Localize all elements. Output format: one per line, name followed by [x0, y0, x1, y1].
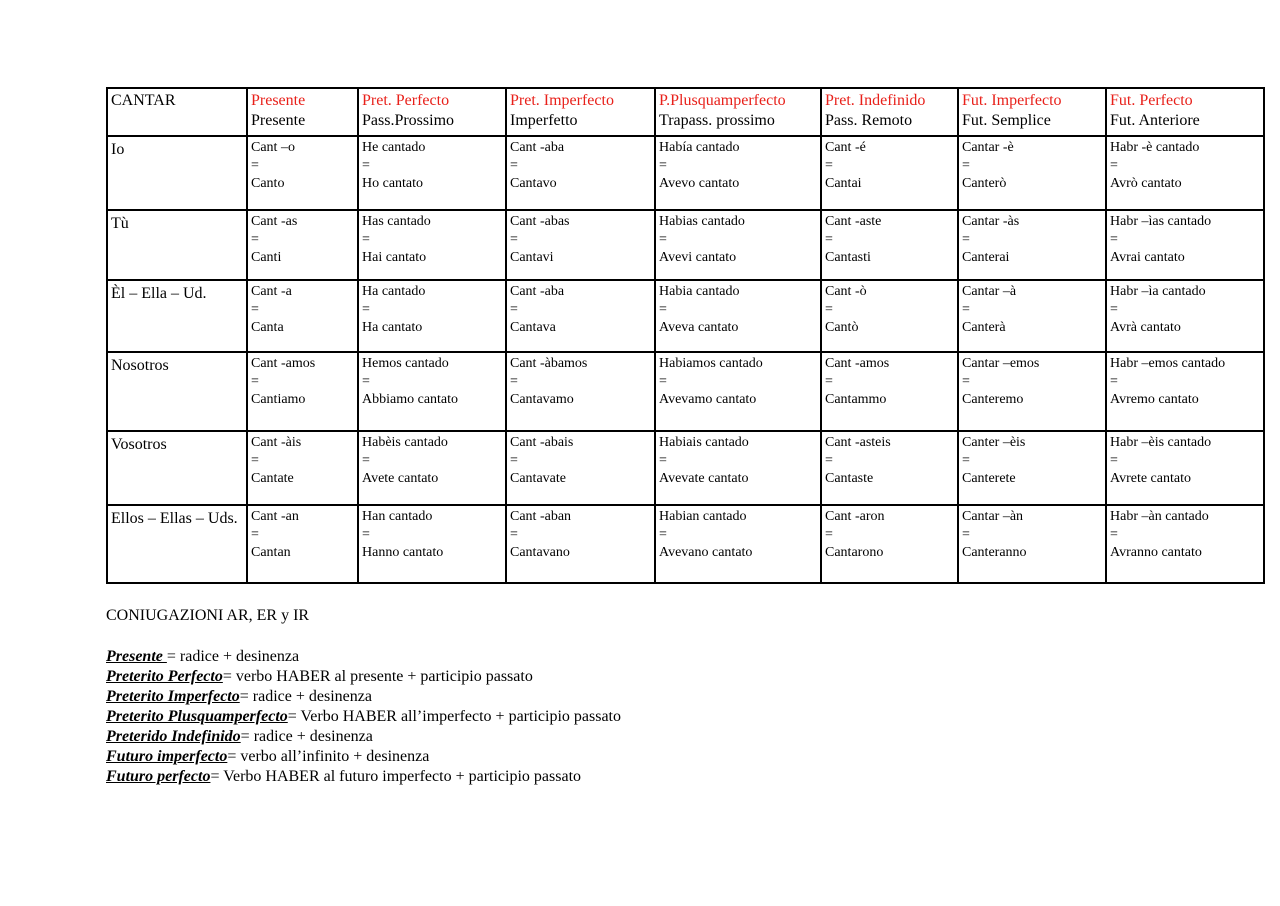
- spanish-form: Habr -è cantado: [1110, 140, 1200, 155]
- column-header-italian: Fut. Anteriore: [1110, 112, 1200, 129]
- spanish-form: Cantar –emos: [962, 356, 1040, 371]
- conjugation-cell: [1106, 210, 1264, 280]
- conjugation-cell: [958, 352, 1106, 431]
- spanish-form: Cant -aba: [510, 284, 565, 299]
- column-header: [655, 88, 821, 136]
- italian-form: Cantavi: [510, 250, 554, 265]
- conjugation-cell: [655, 352, 821, 431]
- spanish-form: Habiais cantado: [659, 435, 749, 450]
- equals-sign: =: [1110, 232, 1118, 247]
- conjugation-cell: [247, 431, 358, 505]
- italian-form: Ha cantato: [362, 320, 423, 335]
- column-header-spanish: Pret. Perfecto: [362, 92, 450, 109]
- tense-rule: = radice + desinenza: [239, 688, 372, 705]
- conjugation-cell: [358, 431, 506, 505]
- equals-sign: =: [251, 302, 259, 317]
- italian-form: Avrò cantato: [1110, 176, 1182, 191]
- equals-sign: =: [251, 232, 259, 247]
- pronoun-cell: Io: [107, 136, 247, 210]
- equals-sign: =: [251, 527, 259, 542]
- conjugation-cell: [506, 505, 655, 583]
- equals-sign: =: [659, 374, 667, 389]
- conjugation-table: [106, 87, 1265, 584]
- equals-sign: =: [659, 302, 667, 317]
- equals-sign: =: [659, 232, 667, 247]
- italian-form: Avrete cantato: [1110, 471, 1191, 486]
- spanish-form: Habia cantado: [659, 284, 740, 299]
- conjugation-cell: [958, 431, 1106, 505]
- rule-line: [106, 647, 621, 667]
- italian-form: Avranno cantato: [1110, 545, 1202, 560]
- conjugation-cell: [655, 210, 821, 280]
- spanish-form: Habr –emos cantado: [1110, 356, 1226, 371]
- pronoun-cell: Èl – Ella – Ud.: [107, 280, 247, 352]
- equals-sign: =: [825, 374, 833, 389]
- equals-sign: =: [362, 232, 370, 247]
- italian-form: Canterai: [962, 250, 1010, 265]
- tense-term: Preterito Plusquamperfecto: [106, 708, 288, 725]
- column-header: [247, 88, 358, 136]
- column-header: [358, 88, 506, 136]
- tense-rule: = radice + desinenza: [240, 728, 373, 745]
- italian-form: Avevate cantato: [659, 471, 749, 486]
- spanish-form: Habèis cantado: [362, 435, 448, 450]
- equals-sign: =: [962, 453, 970, 468]
- equals-sign: =: [510, 453, 518, 468]
- equals-sign: =: [825, 302, 833, 317]
- pronoun-cell: Tù: [107, 210, 247, 280]
- spanish-form: Cant -abais: [510, 435, 574, 450]
- spanish-form: Hemos cantado: [362, 356, 449, 371]
- table-row: [107, 136, 1264, 210]
- column-header: [821, 88, 958, 136]
- italian-form: Cantasti: [825, 250, 871, 265]
- conjugation-cell: [655, 280, 821, 352]
- spanish-form: Habr –ìas cantado: [1110, 214, 1212, 229]
- tense-term: Preterido Indefinido: [106, 728, 241, 745]
- italian-form: Canta: [251, 320, 284, 335]
- table-row: [107, 352, 1264, 431]
- column-header-spanish: Fut. Imperfecto: [962, 92, 1062, 109]
- conjugation-cell: [1106, 505, 1264, 583]
- italian-form: Cantava: [510, 320, 556, 335]
- italian-form: Canterò: [962, 176, 1007, 191]
- table-row: [107, 280, 1264, 352]
- spanish-form: Cant -asteis: [825, 435, 891, 450]
- italian-form: Canteranno: [962, 545, 1027, 560]
- equals-sign: =: [825, 232, 833, 247]
- spanish-form: Habian cantado: [659, 509, 747, 524]
- pronoun-cell: Nosotros: [107, 352, 247, 431]
- spanish-form: Cant -aban: [510, 509, 572, 524]
- conjugation-cell: [655, 136, 821, 210]
- italian-form: Avevi cantato: [659, 250, 737, 265]
- equals-sign: =: [659, 158, 667, 173]
- italian-form: Avrà cantato: [1110, 320, 1181, 335]
- tense-term: Futuro perfecto: [106, 768, 211, 785]
- tense-term: Futuro imperfecto: [106, 748, 228, 765]
- conjugation-cell: [358, 210, 506, 280]
- conjugation-cell: [247, 505, 358, 583]
- equals-sign: =: [962, 527, 970, 542]
- conjugation-cell: [1106, 431, 1264, 505]
- italian-form: Avremo cantato: [1110, 392, 1199, 407]
- spanish-form: Habr –èis cantado: [1110, 435, 1212, 450]
- column-header: [958, 88, 1106, 136]
- italian-form: Canto: [251, 176, 285, 191]
- rule-line: [106, 747, 621, 767]
- conjugation-cell: [1106, 352, 1264, 431]
- equals-sign: =: [362, 158, 370, 173]
- table-row: [107, 431, 1264, 505]
- equals-sign: =: [251, 453, 259, 468]
- rule-line: [106, 687, 621, 707]
- spanish-form: Cantar -às: [962, 214, 1020, 229]
- rule-line: [106, 767, 621, 787]
- equals-sign: =: [962, 232, 970, 247]
- equals-sign: =: [362, 302, 370, 317]
- italian-form: Hanno cantato: [362, 545, 444, 560]
- spanish-form: Han cantado: [362, 509, 433, 524]
- italian-form: Cantavo: [510, 176, 557, 191]
- spanish-form: Cant -abas: [510, 214, 570, 229]
- equals-sign: =: [1110, 302, 1118, 317]
- column-header-spanish: Fut. Perfecto: [1110, 92, 1193, 109]
- italian-form: Cantiamo: [251, 392, 306, 407]
- conjugation-cell: [1106, 280, 1264, 352]
- conjugation-cell: [821, 210, 958, 280]
- spanish-form: He cantado: [362, 140, 426, 155]
- pronoun-cell: Vosotros: [107, 431, 247, 505]
- rule-line: [106, 727, 621, 747]
- conjugation-cell: [506, 136, 655, 210]
- conjugation-cell: [358, 136, 506, 210]
- equals-sign: =: [251, 158, 259, 173]
- spanish-form: Cant -as: [251, 214, 298, 229]
- spanish-form: Cant -an: [251, 509, 299, 524]
- conjugation-cell: [506, 210, 655, 280]
- italian-form: Cantate: [251, 471, 294, 486]
- spanish-form: Cant -aron: [825, 509, 885, 524]
- equals-sign: =: [251, 374, 259, 389]
- equals-sign: =: [510, 302, 518, 317]
- tense-term: Presente: [106, 648, 167, 665]
- pronoun-cell: Ellos – Ellas – Uds.: [107, 505, 247, 583]
- spanish-form: Cantar –à: [962, 284, 1017, 299]
- conjugation-cell: [247, 352, 358, 431]
- italian-form: Cantaste: [825, 471, 874, 486]
- equals-sign: =: [962, 158, 970, 173]
- column-header-italian: Fut. Semplice: [962, 112, 1051, 129]
- column-header-spanish: Pret. Imperfecto: [510, 92, 614, 109]
- equals-sign: =: [362, 453, 370, 468]
- equals-sign: =: [1110, 527, 1118, 542]
- italian-form: Cantavamo: [510, 392, 574, 407]
- spanish-form: Habr –àn cantado: [1110, 509, 1209, 524]
- tense-rule: = verbo all’infinito + desinenza: [227, 748, 430, 765]
- spanish-form: Cant -aba: [510, 140, 565, 155]
- equals-sign: =: [659, 453, 667, 468]
- column-header-spanish: Presente: [251, 92, 306, 109]
- italian-form: Avrai cantato: [1110, 250, 1185, 265]
- notes-title: CONIUGAZIONI AR, ER y IR: [106, 607, 310, 624]
- equals-sign: =: [1110, 158, 1118, 173]
- conjugation-cell: [358, 505, 506, 583]
- tense-term: Preterito Perfecto: [106, 668, 223, 685]
- tense-rule: = Verbo HABER al futuro imperfecto + participio passato: [210, 768, 582, 785]
- conjugation-cell: [506, 280, 655, 352]
- conjugation-cell: [821, 505, 958, 583]
- equals-sign: =: [510, 158, 518, 173]
- equals-sign: =: [962, 374, 970, 389]
- italian-form: Avevamo cantato: [659, 392, 757, 407]
- spanish-form: Cant -amos: [251, 356, 316, 371]
- conjugation-cell: [655, 505, 821, 583]
- italian-form: Canterà: [962, 320, 1006, 335]
- column-header-spanish: Pret. Indefinido: [825, 92, 926, 109]
- italian-form: Cantavate: [510, 471, 566, 486]
- conjugation-cell: [958, 280, 1106, 352]
- italian-form: Avevo cantato: [659, 176, 740, 191]
- spanish-form: Cantar -è: [962, 140, 1014, 155]
- italian-form: Canti: [251, 250, 282, 265]
- table-corner-verb: CANTAR: [107, 88, 247, 136]
- spanish-form: Canter –èis: [962, 435, 1026, 450]
- conjugation-cell: [247, 210, 358, 280]
- conjugation-cell: [506, 352, 655, 431]
- italian-form: Canterete: [962, 471, 1016, 486]
- spanish-form: Cant -ò: [825, 284, 867, 299]
- equals-sign: =: [825, 158, 833, 173]
- conjugation-notes: [106, 606, 621, 787]
- equals-sign: =: [825, 453, 833, 468]
- equals-sign: =: [510, 232, 518, 247]
- conjugation-cell: [821, 280, 958, 352]
- conjugation-cell: [1106, 136, 1264, 210]
- italian-form: Avete cantato: [362, 471, 439, 486]
- spanish-form: Cant -a: [251, 284, 292, 299]
- conjugation-cell: [958, 505, 1106, 583]
- rule-line: [106, 667, 621, 687]
- italian-form: Cantavano: [510, 545, 570, 560]
- table-header-row: [107, 88, 1264, 136]
- spanish-form: Cant –o: [251, 140, 295, 155]
- conjugation-cell: [655, 431, 821, 505]
- conjugation-cell: [506, 431, 655, 505]
- italian-form: Aveva cantato: [659, 320, 739, 335]
- italian-form: Ho cantato: [362, 176, 424, 191]
- equals-sign: =: [659, 527, 667, 542]
- conjugation-cell: [958, 210, 1106, 280]
- conjugation-cell: [247, 280, 358, 352]
- table-row: [107, 505, 1264, 583]
- column-header-italian: Trapass. prossimo: [659, 112, 775, 129]
- rule-line: [106, 707, 621, 727]
- column-header-italian: Presente: [251, 112, 306, 129]
- equals-sign: =: [825, 527, 833, 542]
- column-header: [506, 88, 655, 136]
- equals-sign: =: [1110, 453, 1118, 468]
- tense-rule: = radice + desinenza: [166, 648, 300, 665]
- spanish-form: Cantar –àn: [962, 509, 1024, 524]
- column-header-spanish: P.Plusquamperfecto: [659, 92, 786, 109]
- italian-form: Cantammo: [825, 392, 887, 407]
- column-header-italian: Pass. Remoto: [825, 112, 913, 129]
- italian-form: Cantarono: [825, 545, 884, 560]
- conjugation-cell: [247, 136, 358, 210]
- spanish-form: Cant -amos: [825, 356, 890, 371]
- column-header-italian: Pass.Prossimo: [362, 112, 455, 129]
- tense-rule: = verbo HABER al presente + participio passato: [222, 668, 533, 685]
- spanish-form: Habiamos cantado: [659, 356, 763, 371]
- italian-form: Abbiamo cantato: [362, 392, 459, 407]
- conjugation-cell: [821, 136, 958, 210]
- conjugation-cell: [358, 280, 506, 352]
- spanish-form: Cant -àbamos: [510, 356, 588, 371]
- spanish-form: Había cantado: [659, 140, 740, 155]
- italian-form: Avevano cantato: [659, 545, 753, 560]
- conjugation-cell: [821, 431, 958, 505]
- equals-sign: =: [362, 527, 370, 542]
- conjugation-cell: [958, 136, 1106, 210]
- italian-form: Cantai: [825, 176, 862, 191]
- spanish-form: Cant -é: [825, 140, 866, 155]
- conjugation-cell: [358, 352, 506, 431]
- column-header-italian: Imperfetto: [510, 112, 578, 129]
- conjugation-cell: [821, 352, 958, 431]
- tense-term: Preterito Imperfecto: [106, 688, 240, 705]
- italian-form: Canteremo: [962, 392, 1024, 407]
- spanish-form: Habr –ìa cantado: [1110, 284, 1206, 299]
- equals-sign: =: [510, 374, 518, 389]
- table-row: [107, 210, 1264, 280]
- italian-form: Cantò: [825, 320, 859, 335]
- equals-sign: =: [362, 374, 370, 389]
- tense-rule: = Verbo HABER all’imperfecto + participio passato: [287, 708, 621, 725]
- spanish-form: Ha cantado: [362, 284, 426, 299]
- italian-form: Cantan: [251, 545, 291, 560]
- column-header: [1106, 88, 1264, 136]
- equals-sign: =: [1110, 374, 1118, 389]
- italian-form: Hai cantato: [362, 250, 427, 265]
- equals-sign: =: [962, 302, 970, 317]
- spanish-form: Cant -aste: [825, 214, 882, 229]
- spanish-form: Habias cantado: [659, 214, 745, 229]
- spanish-form: Has cantado: [362, 214, 431, 229]
- equals-sign: =: [510, 527, 518, 542]
- spanish-form: Cant -àis: [251, 435, 302, 450]
